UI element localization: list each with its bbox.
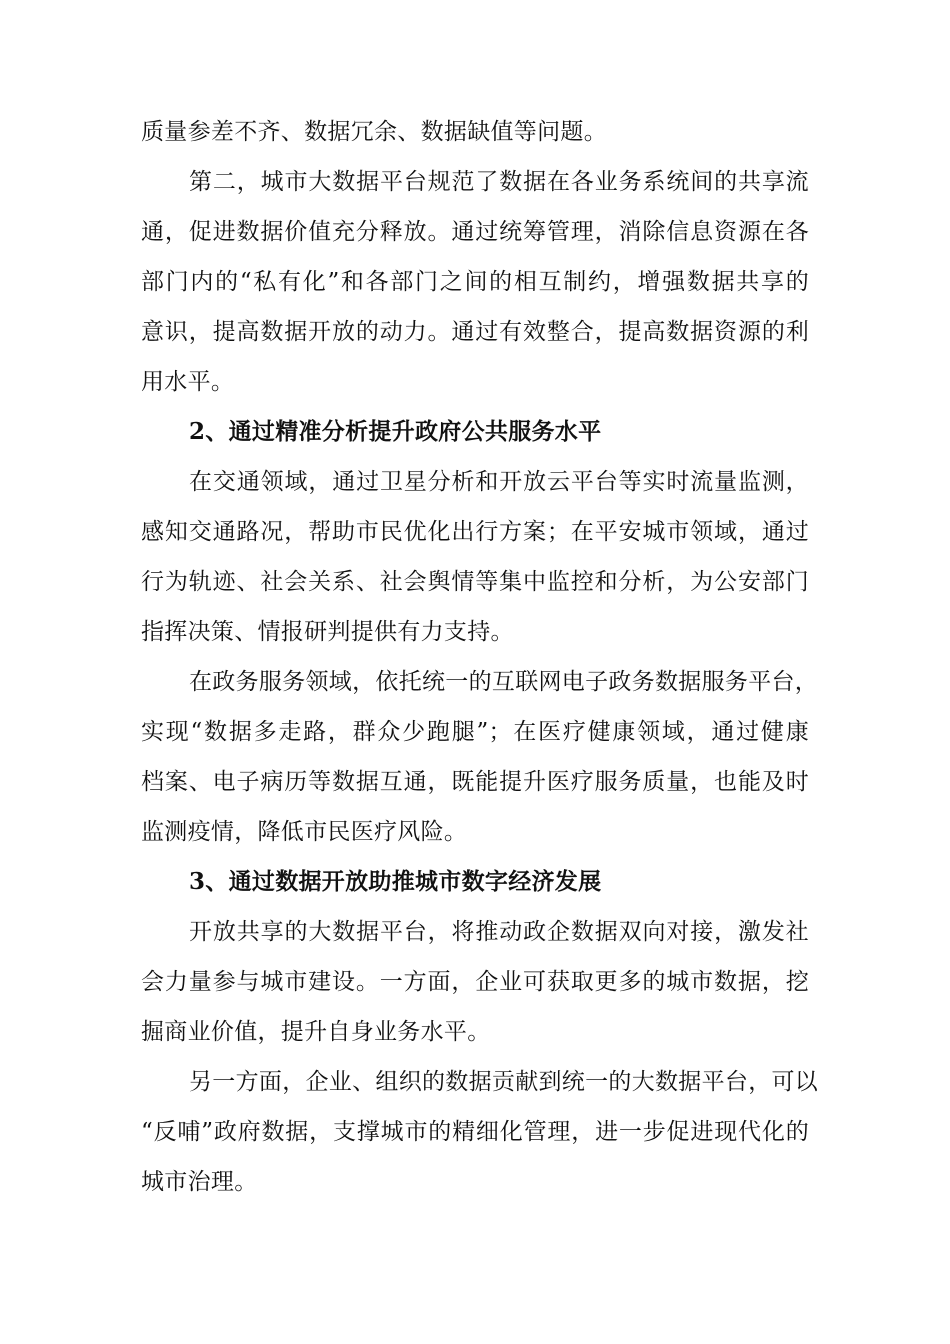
text-line: 档案、电子病历等数据互通，既能提升医疗服务质量，也能及时 xyxy=(141,769,809,795)
paragraph-first-line: 在交通领域，通过卫星分析和开放云平台等实时流量监测， xyxy=(189,469,809,495)
text-line: 指挥决策、情报研判提供有力支持。 xyxy=(141,619,514,645)
text-line: 部门内的“私有化”和各部门之间的相互制约，增强数据共享的 xyxy=(141,269,809,295)
text-line: 城市治理。 xyxy=(141,1169,258,1195)
paragraph-first-line: 开放共享的大数据平台，将推动政企数据双向对接，激发社 xyxy=(189,919,809,945)
text-line: 监测疫情，降低市民医疗风险。 xyxy=(141,819,468,845)
text-line: 通，促进数据价值充分释放。通过统筹管理，消除信息资源在各 xyxy=(141,219,809,245)
paragraph-first-line: 第二，城市大数据平台规范了数据在各业务系统间的共享流 xyxy=(189,169,809,195)
text-line: “反哺”政府数据，支撑城市的精细化管理，进一步促进现代化的 xyxy=(141,1119,809,1145)
section-heading: 2、通过精准分析提升政府公共服务水平 xyxy=(189,418,602,445)
text-line: 会力量参与城市建设。一方面，企业可获取更多的城市数据，挖 xyxy=(141,969,809,995)
text-line: 掘商业价值，提升自身业务水平。 xyxy=(141,1019,491,1045)
text-line: 感知交通路况，帮助市民优化出行方案；在平安城市领域，通过 xyxy=(141,519,809,545)
paragraph-first-line: 另一方面，企业、组织的数据贡献到统一的大数据平台，可以 xyxy=(189,1069,819,1095)
text-line: 意识，提高数据开放的动力。通过有效整合，提高数据资源的利 xyxy=(141,319,809,345)
text-line: 用水平。 xyxy=(141,369,235,395)
paragraph-first-line: 在政务服务领域，依托统一的互联网电子政务数据服务平台， xyxy=(189,669,819,695)
text-line: 实现“数据多走路，群众少跑腿”；在医疗健康领域，通过健康 xyxy=(141,719,809,745)
text-line: 行为轨迹、社会关系、社会舆情等集中监控和分析，为公安部门 xyxy=(141,569,809,595)
section-heading: 3、通过数据开放助推城市数字经济发展 xyxy=(189,868,602,895)
text-line: 质量参差不齐、数据冗余、数据缺值等问题。 xyxy=(141,119,607,145)
